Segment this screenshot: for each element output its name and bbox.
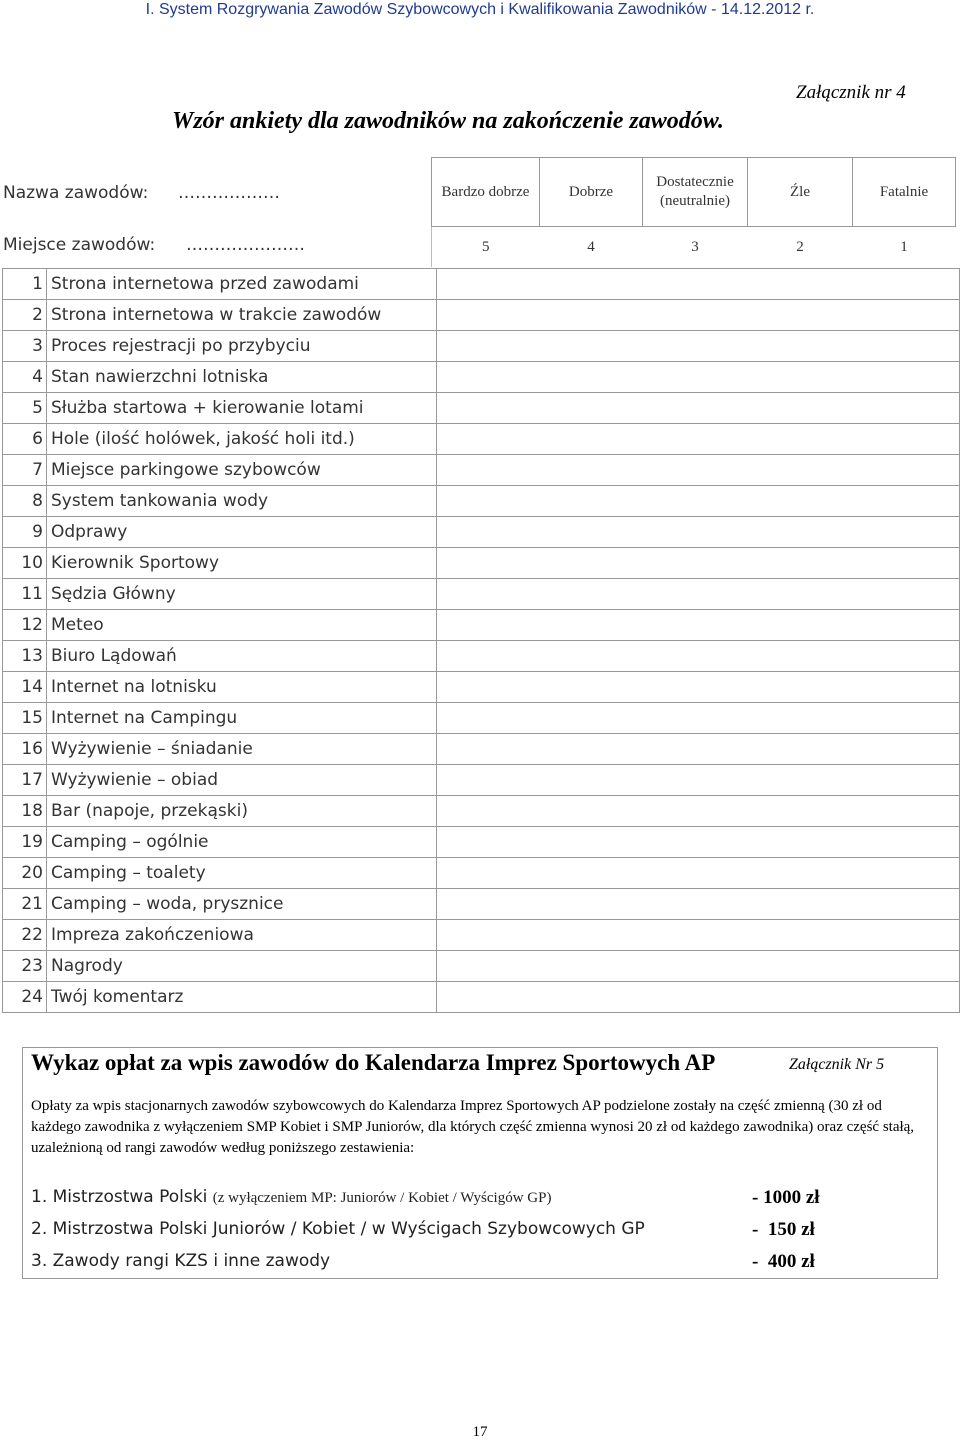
survey-row-label: Miejsce parkingowe szybowców (47, 455, 437, 486)
rating-header-good: Dobrze (540, 158, 643, 227)
survey-row-answer[interactable] (437, 734, 960, 765)
survey-row-label: Impreza zakończeniowa (47, 920, 437, 951)
survey-row-number: 22 (3, 920, 47, 951)
survey-row-number: 16 (3, 734, 47, 765)
survey-row (3, 672, 960, 703)
survey-row-number: 21 (3, 889, 47, 920)
survey-row (3, 858, 960, 889)
survey-row-label: Camping – ogólnie (47, 827, 437, 858)
survey-row-label: Internet na lotnisku (47, 672, 437, 703)
survey-row (3, 424, 960, 455)
survey-row-label: Strona internetowa przed zawodami (47, 269, 437, 300)
fee-item-label (31, 1187, 551, 1207)
survey-row-answer[interactable] (437, 579, 960, 610)
form-title: Wzór ankiety dla zawodników na zakończenie zawodów. (172, 108, 724, 134)
survey-row (3, 486, 960, 517)
fee-item-title: 3. Zawody rangi KZS i inne zawody (31, 1251, 331, 1271)
rating-header-row (432, 158, 956, 227)
fee-item-label (31, 1219, 645, 1239)
fees-section-box (22, 1047, 938, 1279)
survey-row-number: 6 (3, 424, 47, 455)
fee-item-title: 2. Mistrzostwa Polski Juniorów / Kobiet / w Wyścigach Szybowcowych GP (31, 1219, 645, 1239)
survey-row-answer[interactable] (437, 269, 960, 300)
survey-row (3, 734, 960, 765)
survey-row-answer[interactable] (437, 827, 960, 858)
rating-header-bad: Źle (748, 158, 853, 227)
survey-row (3, 393, 960, 424)
survey-row-answer[interactable] (437, 641, 960, 672)
survey-row (3, 951, 960, 982)
fee-item-title: 1. Mistrzostwa Polski (31, 1187, 208, 1207)
survey-row (3, 517, 960, 548)
survey-row-answer[interactable] (437, 765, 960, 796)
survey-row-answer[interactable] (437, 920, 960, 951)
survey-row-answer[interactable] (437, 703, 960, 734)
survey-row-label: Hole (ilość holówek, jakość holi itd.) (47, 424, 437, 455)
page-number: 17 (472, 1424, 488, 1440)
survey-row-answer[interactable] (437, 424, 960, 455)
survey-row-label: Służba startowa + kierowanie lotami (47, 393, 437, 424)
attachment-label: Załącznik nr 4 (796, 82, 906, 103)
rating-scale-table (431, 157, 956, 267)
survey-row-answer[interactable] (437, 610, 960, 641)
survey-row-label: Wyżywienie – obiad (47, 765, 437, 796)
survey-row-number: 20 (3, 858, 47, 889)
survey-row-label: Nagrody (47, 951, 437, 982)
survey-row-number: 24 (3, 982, 47, 1013)
survey-row-number: 11 (3, 579, 47, 610)
survey-row-label: Wyżywienie – śniadanie (47, 734, 437, 765)
survey-row-answer[interactable] (437, 889, 960, 920)
survey-row-label: Proces rejestracji po przybyciu (47, 331, 437, 362)
survey-row-number: 17 (3, 765, 47, 796)
survey-row-number: 13 (3, 641, 47, 672)
survey-row (3, 548, 960, 579)
survey-row-number: 2 (3, 300, 47, 331)
survey-row-label: Biuro Lądowań (47, 641, 437, 672)
survey-row-number: 3 (3, 331, 47, 362)
survey-row (3, 641, 960, 672)
fee-item-label (31, 1251, 330, 1271)
survey-row-label: Camping – toalety (47, 858, 437, 889)
survey-row-answer[interactable] (437, 362, 960, 393)
survey-row-number: 8 (3, 486, 47, 517)
rating-header-fatal: Fatalnie (853, 158, 956, 227)
event-place-field[interactable]: ………………… (186, 235, 305, 255)
survey-row-label: Meteo (47, 610, 437, 641)
survey-row-number: 1 (3, 269, 47, 300)
survey-row (3, 579, 960, 610)
rating-score-1: 1 (900, 238, 908, 255)
survey-row (3, 269, 960, 300)
survey-row-label: Stan nawierzchni lotniska (47, 362, 437, 393)
rating-score-3: 3 (691, 238, 699, 255)
survey-row (3, 331, 960, 362)
survey-row-label: Sędzia Główny (47, 579, 437, 610)
survey-row-label: System tankowania wody (47, 486, 437, 517)
survey-row-label: Twój komentarz (47, 982, 437, 1013)
survey-row-label: Internet na Campingu (47, 703, 437, 734)
event-place-label: Miejsce zawodów: (3, 235, 156, 255)
fees-description: Opłaty za wpis stacjonarnych zawodów szybowcowych do Kalendarza Imprez Sportowych AP podzielone zostały na część zmienną (30 zł od każdego zawodnika z wyłączeniem SMP Kobiet i SMP Juniorów, dla których część zmienna wynosi 20 zł od każdego zawodnika) oraz część stałą, uzależnioną od rangi zawodów według poniższego zestawienia: (31, 1098, 915, 1156)
survey-row-number: 4 (3, 362, 47, 393)
survey-row-label: Camping – woda, prysznice (47, 889, 437, 920)
survey-row-answer[interactable] (437, 331, 960, 362)
survey-row-answer[interactable] (437, 300, 960, 331)
survey-row-number: 14 (3, 672, 47, 703)
survey-row-answer[interactable] (437, 858, 960, 889)
rating-score-5: 5 (432, 227, 540, 268)
fee-item-amount: - 150 zł (752, 1219, 815, 1240)
survey-row-label: Kierownik Sportowy (47, 548, 437, 579)
survey-row-answer[interactable] (437, 548, 960, 579)
survey-row-answer[interactable] (437, 796, 960, 827)
survey-row-answer[interactable] (437, 393, 960, 424)
fees-title: Wykaz opłat za wpis zawodów do Kalendarza Imprez Sportowych AP (31, 1050, 716, 1075)
survey-row-number: 15 (3, 703, 47, 734)
survey-row (3, 300, 960, 331)
survey-row-number: 10 (3, 548, 47, 579)
survey-row-answer[interactable] (437, 455, 960, 486)
event-name-label: Nazwa zawodów: (3, 183, 149, 203)
survey-row (3, 982, 960, 1013)
survey-row-number: 19 (3, 827, 47, 858)
page-header-title: I. System Rozgrywania Zawodów Szybowcowych i Kwalifikowania Zawodników - 14.12.2012 r. (145, 1, 815, 18)
rating-score-4: 4 (587, 238, 595, 255)
survey-row-number: 5 (3, 393, 47, 424)
survey-row (3, 362, 960, 393)
fee-item-amount: - 1000 zł (752, 1187, 820, 1208)
survey-row-number: 23 (3, 951, 47, 982)
rating-score-2: 2 (796, 238, 804, 255)
survey-row-number: 18 (3, 796, 47, 827)
survey-row (3, 920, 960, 951)
survey-row-label: Strona internetowa w trakcie zawodów (47, 300, 437, 331)
survey-row-answer[interactable] (437, 486, 960, 517)
survey-row (3, 796, 960, 827)
survey-row (3, 765, 960, 796)
survey-row-number: 9 (3, 517, 47, 548)
survey-row (3, 703, 960, 734)
rating-header-sufficient: Dostatecznie (neutralnie) (643, 158, 748, 227)
survey-row (3, 827, 960, 858)
survey-row-label: Bar (napoje, przekąski) (47, 796, 437, 827)
rating-header-very-good: Bardzo dobrze (432, 158, 540, 227)
survey-row-answer[interactable] (437, 982, 960, 1013)
survey-row (3, 455, 960, 486)
rating-score-row (432, 227, 956, 268)
survey-row-label: Odprawy (47, 517, 437, 548)
survey-row-answer[interactable] (437, 517, 960, 548)
fees-attachment-label: Załącznik Nr 5 (789, 1056, 885, 1073)
event-name-field[interactable]: ……………… (178, 183, 280, 203)
fee-item-amount: - 400 zł (752, 1251, 815, 1272)
survey-row-answer[interactable] (437, 672, 960, 703)
survey-row (3, 610, 960, 641)
survey-row (3, 889, 960, 920)
fee-item-note: (z wyłączeniem MP: Juniorów / Kobiet / Wyścigów GP) (212, 1190, 552, 1206)
survey-row-number: 7 (3, 455, 47, 486)
survey-row-answer[interactable] (437, 951, 960, 982)
survey-row-number: 12 (3, 610, 47, 641)
survey-table (2, 268, 960, 1013)
